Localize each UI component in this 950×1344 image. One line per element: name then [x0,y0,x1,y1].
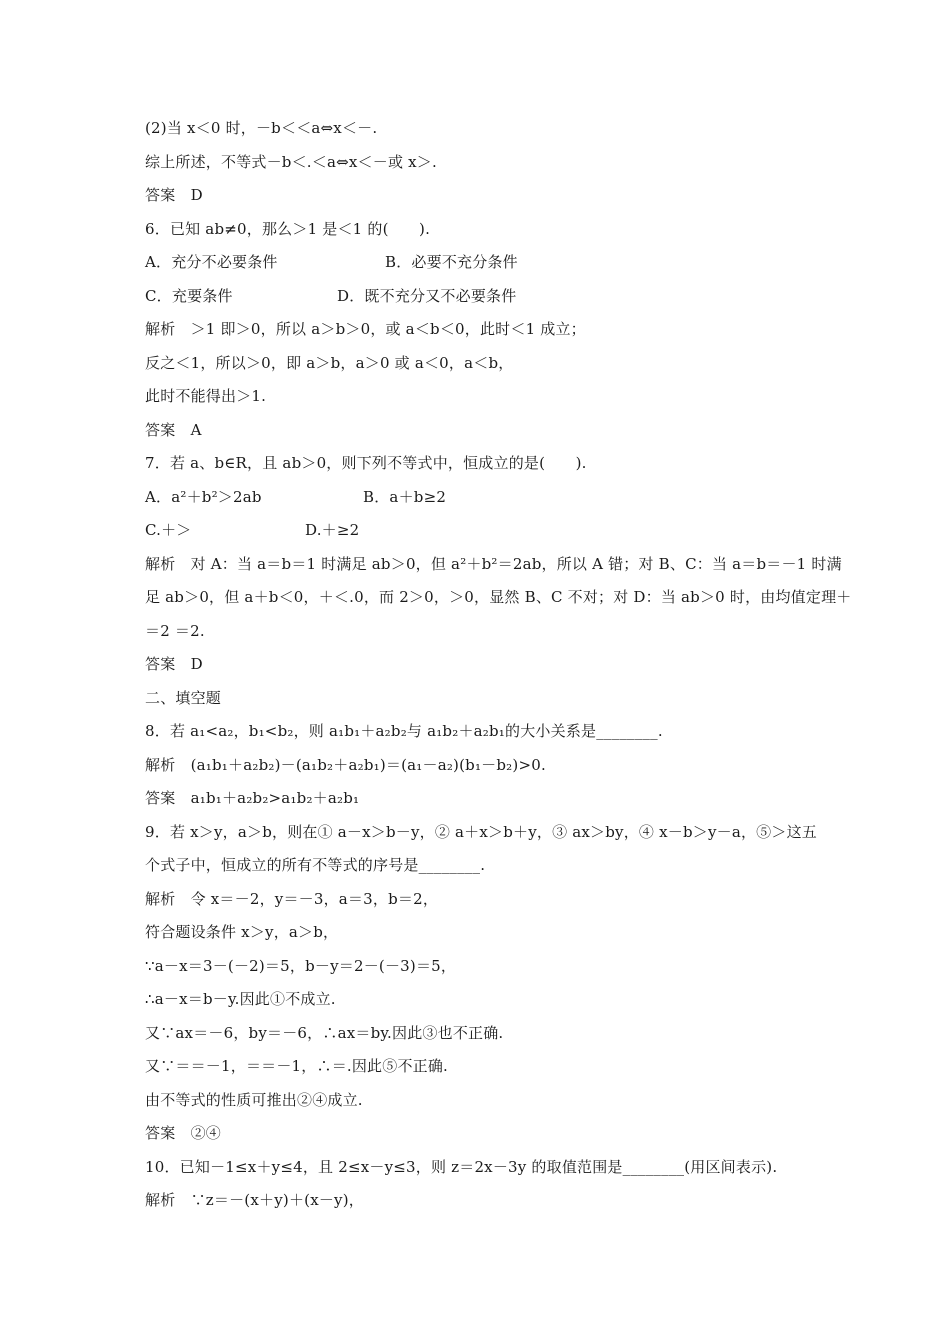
text-line: 由不等式的性质可推出②④成立. [145,1090,363,1109]
text-line: ∴a－x＝b－y.因此①不成立. [145,990,336,1008]
answer-line: 答案 D [145,186,203,204]
section-heading: 二、填空题 [145,688,222,707]
answer-line: 答案 A [145,420,202,439]
q6-option-c: C．充要条件 [145,286,233,305]
q6-option-b: B．必要不充分条件 [385,253,518,271]
answer-line: 答案 ②④ [145,1124,222,1142]
q7-option-b: B．a＋b≥2 [363,487,447,506]
text-line: 反之＜1，所以＞0，即 a＞b，a＞0 或 a＜0，a＜b， [145,353,514,372]
q6-option-d: D．既不充分又不必要条件 [337,286,517,305]
answer-line: 答案 D [145,655,203,673]
q7-options-row-1 [145,481,825,515]
text-line: ∵a－x＝3－(－2)＝5，b－y＝2－(－3)＝5， [145,956,457,975]
answer-line: 答案 a₁b₁＋a₂b₂>a₁b₂＋a₂b₁ [145,789,360,807]
q7-option-a: A．a²＋b²＞2ab [145,487,262,506]
text-line: 综上所述，不等式－b＜.＜a⇔x＜－或 x＞. [145,152,437,171]
q6-options-row-2 [145,280,825,314]
text-line: (2)当 x＜0 时，－b＜＜a⇔x＜－. [145,119,378,137]
q7-option-c: C.＋＞ [145,521,192,539]
text-line: 足 ab＞0，但 a＋b＜0，＋＜.0，而 2＞0，＞0，显然 B、C 不对；对 D：当 ab＞0 时，由均值定理＋ [145,588,852,606]
question-10: 10．已知－1≤x＋y≤4，且 2≤x－y≤3，则 z＝2x－3y 的取值范围是________(用区间表示). [145,1157,778,1176]
text-line: 符合题设条件 x＞y，a＞b， [145,923,339,941]
analysis-line: 解析 对 A：当 a＝b＝1 时满足 ab＞0，但 a²＋b²＝2ab，所以 A 错；对 B、C：当 a＝b＝－1 时满 [145,554,842,573]
question-6: 6．已知 ab≠0，那么＞1 是＜1 的( ). [145,219,431,238]
text-line: 此时不能得出＞1. [145,387,267,405]
analysis-line: 解析 ∵z＝－(x＋y)＋(x－y)， [145,1191,364,1209]
q6-option-a: A．充分不必要条件 [145,253,278,271]
analysis-line: 解析 令 x＝－2，y＝－3，a＝3，b＝2， [145,889,439,908]
analysis-line: 解析 (a₁b₁＋a₂b₂)－(a₁b₂＋a₂b₁)＝(a₁－a₂)(b₁－b₂)>0. [145,755,546,774]
text-line: 又∵ax＝－6，by＝－6，∴ax＝by.因此③也不正确. [145,1023,504,1042]
q6-options-row-1 [145,246,825,280]
analysis-line: 解析 ＞1 即＞0，所以 a＞b＞0，或 a＜b＜0，此时＜1 成立； [145,320,586,338]
question-8: 8．若 a₁<a₂，b₁<b₂，则 a₁b₁＋a₂b₂与 a₁b₂＋a₂b₁的大小关系是________. [145,722,663,740]
text-line: 又∵＝＝－1，＝＝－1，∴＝.因此⑤不正确. [145,1057,449,1075]
q7-option-d: D.＋≥2 [305,521,360,539]
text-line: 个式子中，恒成立的所有不等式的序号是________. [145,856,486,874]
text-line: ＝2 ＝2. [145,621,205,640]
q7-options-row-2 [145,514,825,548]
question-7: 7．若 a、b∈R，且 ab＞0，则下列不等式中，恒成立的是( ). [145,454,587,472]
question-9: 9．若 x＞y，a＞b，则在① a－x＞b－y，② a＋x＞b＋y，③ ax＞by，④ x－b＞y－a，⑤＞这五 [145,822,817,841]
document-body [145,112,852,1218]
